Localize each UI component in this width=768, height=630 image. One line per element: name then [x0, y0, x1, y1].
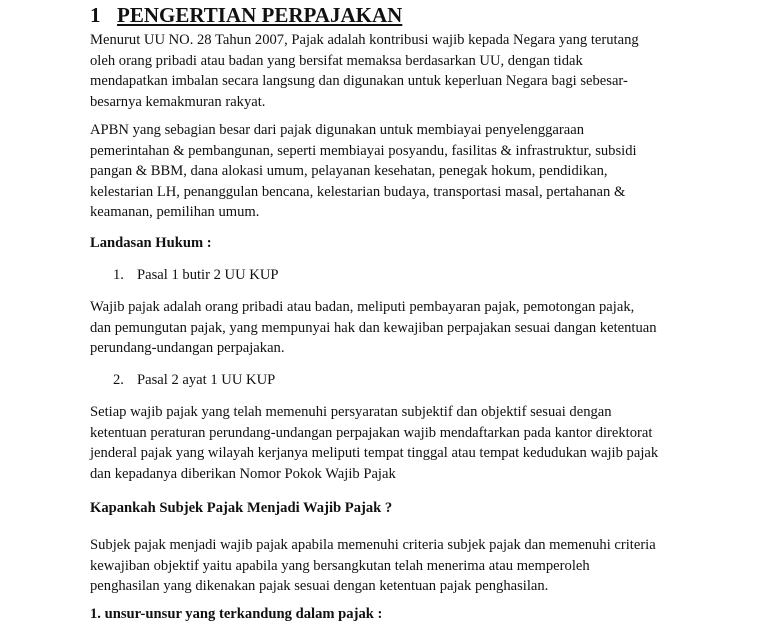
paragraph-subjek-pajak	[90, 535, 690, 597]
paragraph-line: Subjek pajak menjadi wajib pajak apabila memenuhi criteria subjek pajak dan memenuhi criteria	[90, 537, 656, 553]
paragraph-apbn	[90, 120, 690, 223]
paragraph-line: pemerintahan & pembangunan, seperti membiayai posyandu, fasilitas & infrastruktur, subsidi	[90, 142, 637, 159]
paragraph-line: Setiap wajib pajak yang telah memenuhi persyaratan subjektif dan objektif sesuai dengan	[90, 404, 612, 420]
landasan-hukum-heading: Landasan Hukum :	[90, 235, 212, 251]
list-item-pasal-2	[113, 370, 275, 390]
paragraph-line: oleh orang pribadi atau badan yang bersifat memaksa berdasarkan UU, dengan tidak	[90, 52, 583, 69]
kapankah-heading: Kapankah Subjek Pajak Menjadi Wajib Pajak ?	[90, 500, 393, 516]
paragraph-line: dan pemungutan pajak, yang mempunyai hak dan kewajiban perpajakan sesuai dangan ketentuan	[90, 319, 657, 336]
paragraph-line: pangan & BBM, dana alokasi umum, pelayanan kesehatan, penegak hokum, pendidikan,	[90, 163, 608, 179]
paragraph-line: keamanan, pemilihan umum.	[90, 204, 260, 220]
list-item-text: Pasal 1 butir 2 UU KUP	[137, 267, 279, 283]
paragraph-line: jenderal pajak yang wilayah kerjanya meliputi tempat tinggal atau tempat kedudukan wajib pajak	[90, 445, 659, 461]
section-number: 1	[90, 3, 101, 27]
section-title: PENGERTIAN PERPAJAKAN	[117, 3, 403, 27]
unsur-unsur-heading: 1. unsur-unsur yang terkandung dalam pajak :	[90, 606, 383, 622]
paragraph-line: dan kepadanya diberikan Nomor Pokok Wajib Pajak	[90, 465, 396, 482]
paragraph-setiap-wajib-pajak	[90, 402, 690, 484]
list-item-text: Pasal 2 ayat 1 UU KUP	[137, 372, 276, 388]
paragraph-line: besarnya kemakmuran rakyat.	[90, 93, 266, 110]
list-item-pasal-1	[113, 265, 278, 285]
paragraph-line: ketentuan peraturan perundang-undangan perpajakan wajib mendaftarkan pada kantor direktorat	[90, 424, 653, 441]
paragraph-line: Menurut UU NO. 28 Tahun 2007, Pajak adalah kontribusi wajib kepada Negara yang terutang	[90, 32, 639, 48]
list-marker: 2.	[113, 372, 124, 388]
paragraph-line: perundang-undangan perpajakan.	[90, 340, 285, 356]
list-marker: 1.	[113, 267, 124, 283]
paragraph-line: kelestarian LH, penanggulan bencana, kelestarian budaya, transportasi masal, pertahanan &	[90, 183, 626, 200]
paragraph-line: mendapatkan imbalan secara langsung dan digunakan untuk keperluan Negara bagi sebesar-	[90, 73, 628, 89]
paragraph-wajib-pajak	[90, 297, 690, 359]
paragraph-line: kewajiban objektif yaitu apabila yang bersangkutan telah menerima atau memperoleh	[90, 557, 590, 574]
section-heading	[90, 2, 402, 28]
paragraph-line: penghasilan yang dikenakan pajak sesuai dengan ketentuan pajak penghasilan.	[90, 578, 549, 594]
paragraph-line: Wajib pajak adalah orang pribadi atau badan, meliputi pembayaran pajak, pemotongan pajak,	[90, 299, 635, 315]
paragraph-line: APBN yang sebagian besar dari pajak digunakan untuk membiayai penyelenggaraan	[90, 122, 584, 138]
paragraph-definition	[90, 30, 690, 112]
